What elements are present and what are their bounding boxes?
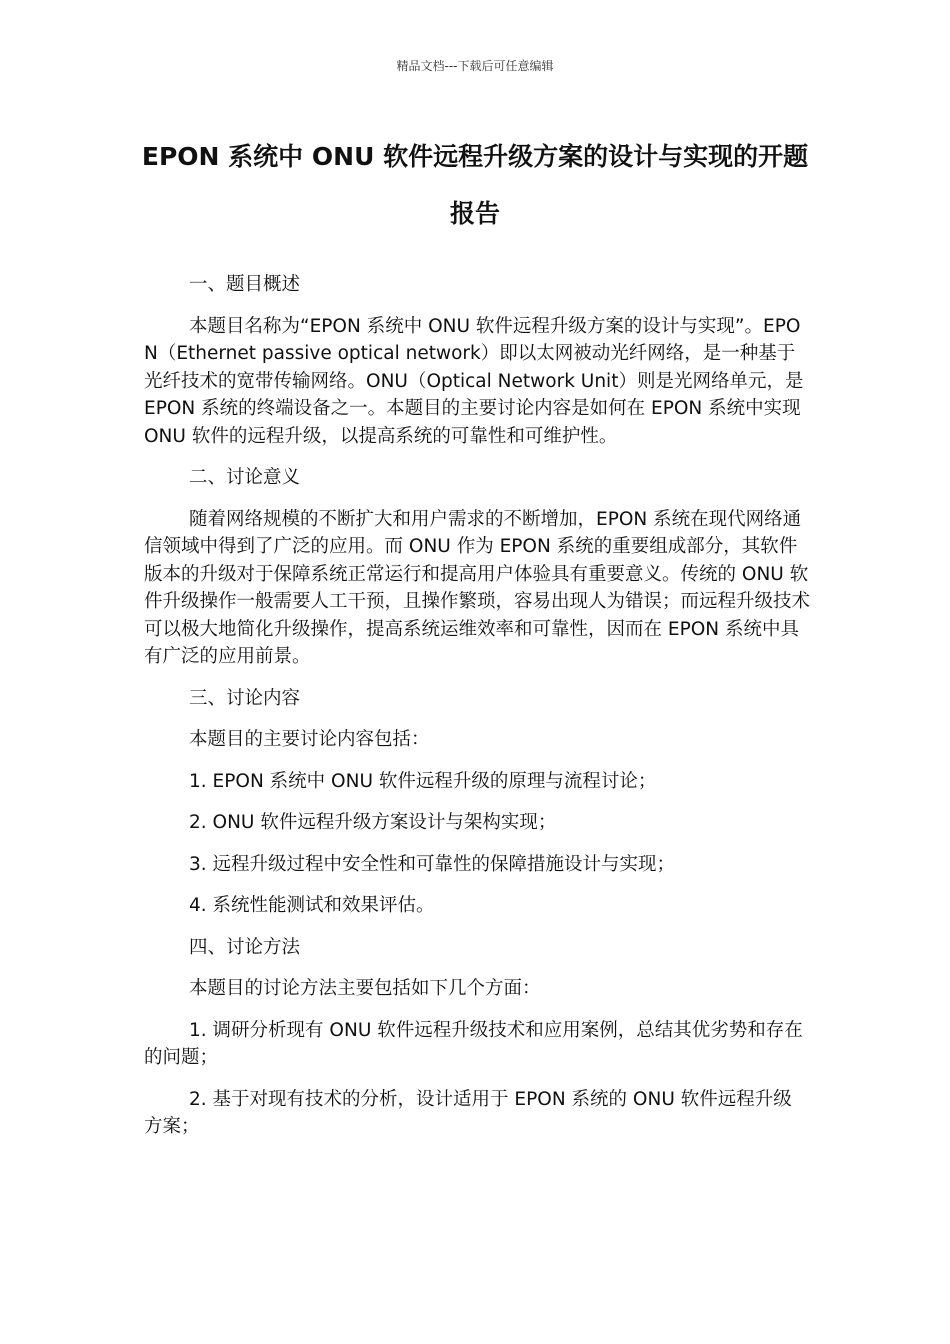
page-header: 精品文档---下载后可任意编辑 [396,59,554,73]
document-title: EPON 系统中 ONU 软件远程升级方案的设计与实现的开题报告 [141,142,809,228]
section-heading-methods: 四、讨论方法 [189,936,301,958]
document-body [144,271,810,1155]
section-heading-content: 三、讨论内容 [189,687,301,709]
significance-paragraph: 随着网络规模的不断扩大和用户需求的不断增加，EPON 系统在现代网络通信领域中得到了广泛的应用。而 ONU 作为 EPON 系统的重要组成部分，其软件版本的升级对于保障系统正常运行和提高用户体验具有重要意义。传统的 ONU 软件升级操作一般需要人工干预，且操作繁琐，容易出现人为错误；而远程升级技术可以极大地简化升级操作，提高系统运维效率和可靠性，因而在 EPON 系统中具有广泛的应用前景。 [144,508,811,667]
overview-paragraph: 本题目名称为“EPON 系统中 ONU 软件远程升级方案的设计与实现”。EPON（Ethernet passive optical network）即以太网被动光纤网络，是一种基于光纤技术的宽带传输网络。ONU（Optical Network Unit）则是光网络单元，是 EPON 系统的终端设备之一。本题目的主要讨论内容是如何在 EPON 系统中实现 ONU 软件的远程升级，以提高系统的可靠性和可维护性。 [144,315,804,447]
methods-item-1: 1. 调研分析现有 ONU 软件远程升级技术和应用案例，总结其优劣势和存在的问题； [144,1019,803,1068]
content-intro: 本题目的主要讨论内容包括： [189,729,430,750]
content-item-1: 1. EPON 系统中 ONU 软件远程升级的原理与流程讨论； [189,770,657,792]
content-item-3: 3. 远程升级过程中安全性和可靠性的保障措施设计与实现； [189,853,676,875]
content-item-2: 2. ONU 软件远程升级方案设计与架构实现； [189,812,557,833]
methods-item-2: 2. 基于对现有技术的分析，设计适用于 EPON 系统的 ONU 软件远程升级方案； [144,1088,792,1137]
methods-intro: 本题目的讨论方法主要包括如下几个方面： [189,978,541,999]
content-item-4: 4. 系统性能测试和效果评估。 [189,895,435,916]
section-heading-significance: 二、讨论意义 [189,467,301,488]
section-heading-overview: 一、题目概述 [189,274,301,295]
